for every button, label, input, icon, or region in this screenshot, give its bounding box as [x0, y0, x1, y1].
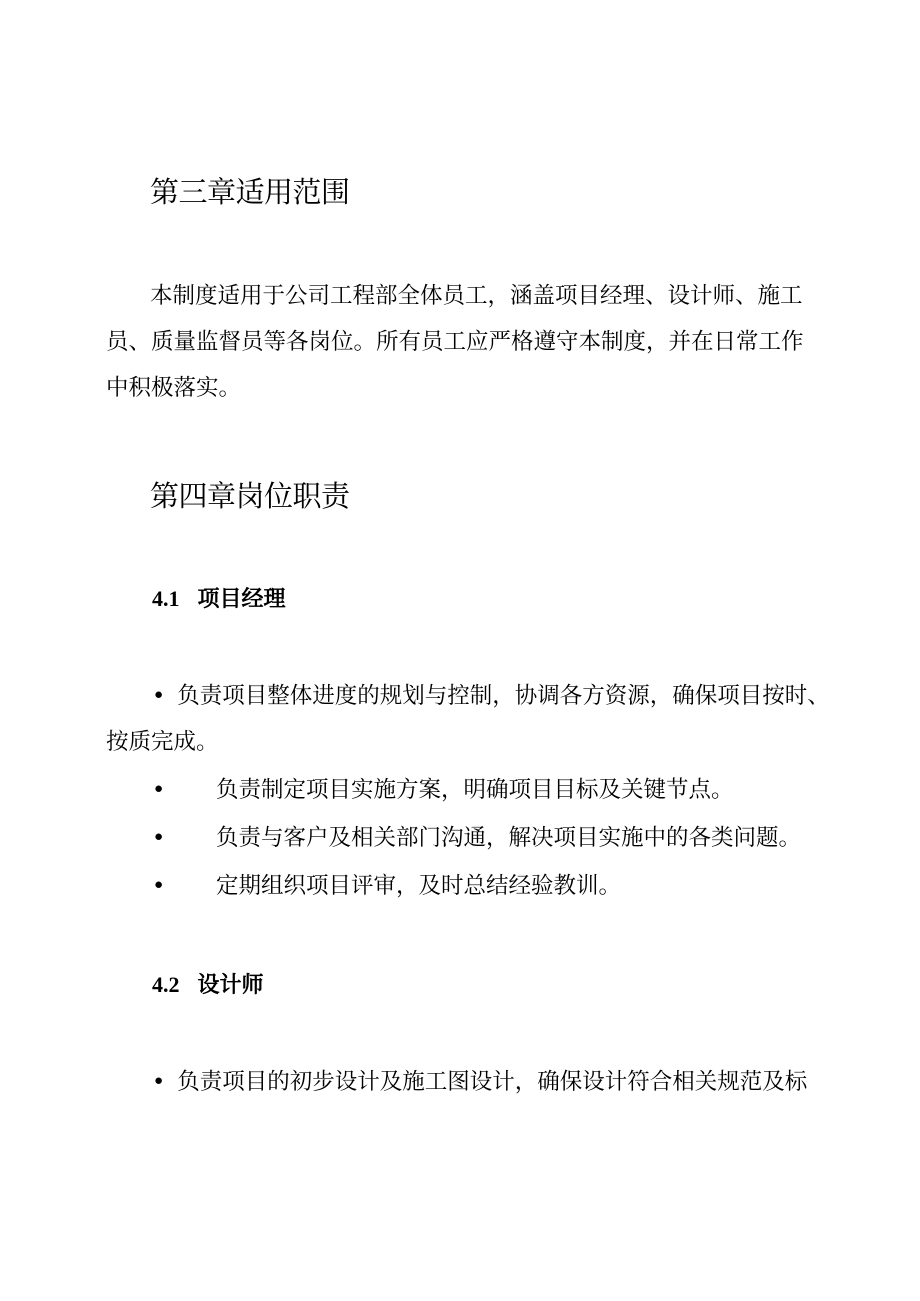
chapter-4-title: 第四章岗位职责: [150, 479, 350, 513]
section-4-2-heading: [152, 968, 264, 999]
list-item: [152, 820, 801, 852]
bullet-icon: •: [152, 873, 166, 899]
list-item: [152, 868, 621, 900]
list-item-text: 负责制定项目实施方案，明确项目目标及关键节点。: [216, 777, 734, 803]
section-label: 项目经理: [197, 587, 286, 612]
list-item: [152, 1064, 807, 1096]
list-item-text: 负责与客户及相关部门沟通，解决项目实施中的各类问题。: [216, 825, 802, 851]
bullet-icon: •: [152, 777, 166, 803]
list-item: [152, 772, 734, 804]
bullet-icon: •: [152, 1069, 166, 1095]
list-item-text: 负责项目的初步设计及施工图设计，确保设计符合相关规范及标: [177, 1069, 808, 1095]
bullet-icon: •: [152, 683, 166, 709]
chapter-3-title: 第三章适用范围: [150, 175, 350, 209]
list-item-text: 负责项目整体进度的规划与控制，协调各方资源，确保项目按时、: [177, 683, 830, 709]
section-4-1-heading: [152, 582, 286, 613]
section-number: 4.1: [152, 586, 180, 611]
section-number: 4.2: [152, 972, 180, 997]
section-label: 设计师: [197, 973, 264, 998]
chapter-3-paragraph-line-3: 中积极落实。: [106, 375, 242, 401]
list-item: [152, 678, 830, 710]
list-item-continuation: 按质完成。: [106, 729, 219, 755]
chapter-3-paragraph-line-1: 本制度适用于公司工程部全体员工，涵盖项目经理、设计师、施工: [150, 283, 803, 309]
list-item-text: 定期组织项目评审，及时总结经验教训。: [216, 873, 622, 899]
chapter-3-paragraph-line-2: 员、质量监督员等各岗位。所有员工应严格遵守本制度，并在日常工作: [106, 329, 804, 355]
bullet-icon: •: [152, 825, 166, 851]
